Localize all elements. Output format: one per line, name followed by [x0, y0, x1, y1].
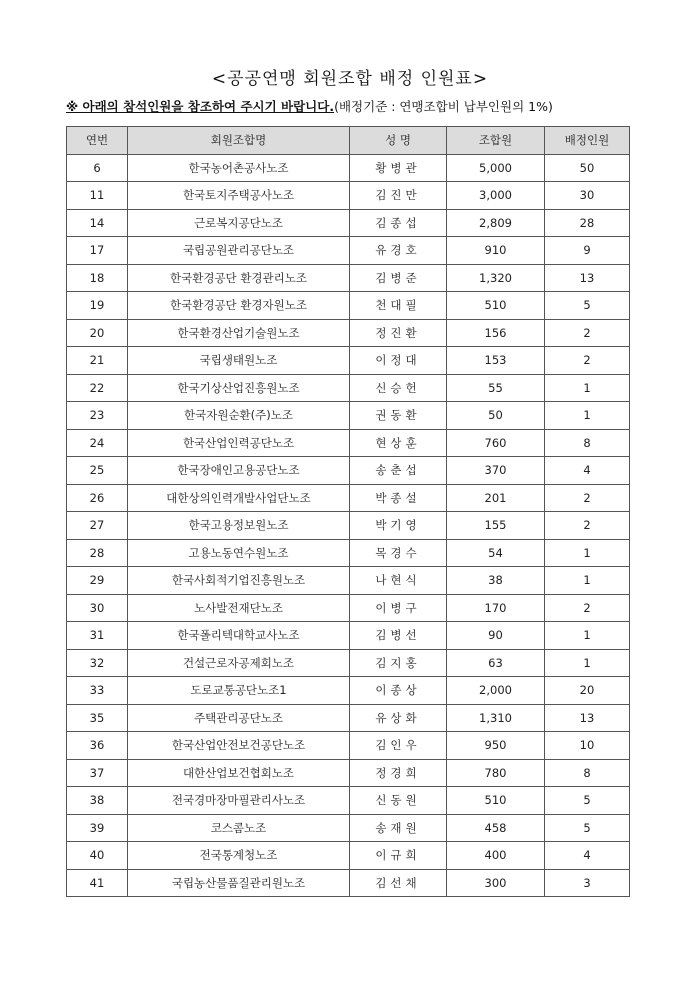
- table-row: [67, 539, 630, 567]
- cell-allocated: 1: [545, 649, 630, 677]
- table-row: [67, 484, 630, 512]
- cell-person-name: 김선채: [350, 869, 447, 897]
- cell-union-name: 한국환경산업기술원노조: [128, 319, 350, 347]
- cell-union-name: 고용노동연수원노조: [128, 539, 350, 567]
- cell-allocated: 4: [545, 842, 630, 870]
- cell-serial: 14: [67, 209, 128, 237]
- cell-members: 3,000: [447, 182, 545, 210]
- table-row: [67, 347, 630, 375]
- table-row: [67, 209, 630, 237]
- table-row: [67, 622, 630, 650]
- cell-person-name: 박기영: [350, 512, 447, 540]
- cell-serial: 22: [67, 374, 128, 402]
- cell-union-name: 주택관리공단노조: [128, 704, 350, 732]
- cell-serial: 29: [67, 567, 128, 595]
- cell-allocated: 13: [545, 704, 630, 732]
- cell-members: 153: [447, 347, 545, 375]
- cell-person-name: 이규희: [350, 842, 447, 870]
- cell-allocated: 2: [545, 319, 630, 347]
- cell-allocated: 9: [545, 237, 630, 265]
- cell-person-name: 나현식: [350, 567, 447, 595]
- cell-person-name: 김종섭: [350, 209, 447, 237]
- cell-union-name: 한국장애인고용공단노조: [128, 457, 350, 485]
- table-row: [67, 787, 630, 815]
- table-row: [67, 429, 630, 457]
- cell-person-name: 목경수: [350, 539, 447, 567]
- cell-members: 156: [447, 319, 545, 347]
- table-row: [67, 814, 630, 842]
- cell-allocated: 1: [545, 402, 630, 430]
- allocation-table: [66, 126, 630, 897]
- cell-members: 760: [447, 429, 545, 457]
- cell-allocated: 8: [545, 429, 630, 457]
- cell-union-name: 한국산업인력공단노조: [128, 429, 350, 457]
- cell-serial: 41: [67, 869, 128, 897]
- cell-union-name: 한국산업안전보건공단노조: [128, 732, 350, 760]
- cell-allocated: 5: [545, 292, 630, 320]
- table-row: [67, 182, 630, 210]
- cell-members: 458: [447, 814, 545, 842]
- cell-serial: 27: [67, 512, 128, 540]
- table-row: [67, 154, 630, 182]
- cell-serial: 28: [67, 539, 128, 567]
- cell-allocated: 5: [545, 814, 630, 842]
- cell-union-name: 한국환경공단 환경관리노조: [128, 264, 350, 292]
- table-row: [67, 264, 630, 292]
- cell-person-name: 송재원: [350, 814, 447, 842]
- cell-person-name: 박종설: [350, 484, 447, 512]
- cell-members: 910: [447, 237, 545, 265]
- table-row: [67, 457, 630, 485]
- cell-serial: 40: [67, 842, 128, 870]
- cell-union-name: 근로복지공단노조: [128, 209, 350, 237]
- cell-union-name: 국립농산물품질관리원노조: [128, 869, 350, 897]
- header-members: 조합원: [447, 127, 545, 155]
- cell-members: 155: [447, 512, 545, 540]
- cell-serial: 36: [67, 732, 128, 760]
- header-allocated: 배정인원: [545, 127, 630, 155]
- cell-person-name: 유상화: [350, 704, 447, 732]
- notice-line: [66, 97, 553, 115]
- notice-underlined: ※ 아래의 참석인원을 참조하여 주시기 바랍니다.: [66, 99, 335, 114]
- cell-union-name: 노사발전재단노조: [128, 594, 350, 622]
- cell-serial: 26: [67, 484, 128, 512]
- cell-allocated: 1: [545, 622, 630, 650]
- cell-person-name: 현상훈: [350, 429, 447, 457]
- cell-serial: 25: [67, 457, 128, 485]
- cell-serial: 23: [67, 402, 128, 430]
- table-row: [67, 677, 630, 705]
- cell-members: 510: [447, 292, 545, 320]
- cell-members: 780: [447, 759, 545, 787]
- cell-union-name: 한국토지주택공사노조: [128, 182, 350, 210]
- table-row: [67, 319, 630, 347]
- cell-person-name: 김인우: [350, 732, 447, 760]
- cell-allocated: 3: [545, 869, 630, 897]
- cell-members: 55: [447, 374, 545, 402]
- cell-union-name: 한국자원순환(주)노조: [128, 402, 350, 430]
- cell-serial: 32: [67, 649, 128, 677]
- cell-members: 1,310: [447, 704, 545, 732]
- notice-criteria: (배정기준 : 연맹조합비 납부인원의 1%): [334, 99, 553, 114]
- cell-union-name: 대한산업보건협회노조: [128, 759, 350, 787]
- cell-members: 370: [447, 457, 545, 485]
- table-row: [67, 567, 630, 595]
- cell-person-name: 유경호: [350, 237, 447, 265]
- cell-members: 400: [447, 842, 545, 870]
- header-union-name: 회원조합명: [128, 127, 350, 155]
- cell-allocated: 1: [545, 374, 630, 402]
- cell-allocated: 2: [545, 512, 630, 540]
- cell-members: 300: [447, 869, 545, 897]
- cell-union-name: 대한상의인력개발사업단노조: [128, 484, 350, 512]
- table-header-row: [67, 127, 630, 155]
- cell-union-name: 한국기상산업진흥원노조: [128, 374, 350, 402]
- cell-person-name: 정경희: [350, 759, 447, 787]
- cell-person-name: 김지홍: [350, 649, 447, 677]
- cell-union-name: 도로교통공단노조1: [128, 677, 350, 705]
- table-row: [67, 237, 630, 265]
- cell-person-name: 황병관: [350, 154, 447, 182]
- cell-allocated: 1: [545, 567, 630, 595]
- table-row: [67, 292, 630, 320]
- cell-allocated: 8: [545, 759, 630, 787]
- cell-members: 54: [447, 539, 545, 567]
- cell-serial: 11: [67, 182, 128, 210]
- cell-members: 2,809: [447, 209, 545, 237]
- table-row: [67, 704, 630, 732]
- cell-members: 950: [447, 732, 545, 760]
- table-row: [67, 512, 630, 540]
- cell-union-name: 한국환경공단 환경자원노조: [128, 292, 350, 320]
- cell-person-name: 신동원: [350, 787, 447, 815]
- cell-union-name: 한국폴리텍대학교사노조: [128, 622, 350, 650]
- cell-serial: 39: [67, 814, 128, 842]
- cell-serial: 20: [67, 319, 128, 347]
- cell-members: 38: [447, 567, 545, 595]
- cell-members: 201: [447, 484, 545, 512]
- cell-serial: 38: [67, 787, 128, 815]
- cell-allocated: 28: [545, 209, 630, 237]
- cell-person-name: 천대필: [350, 292, 447, 320]
- cell-person-name: 김병선: [350, 622, 447, 650]
- cell-allocated: 2: [545, 484, 630, 512]
- header-person-name: 성 명: [350, 127, 447, 155]
- cell-union-name: 코스콤노조: [128, 814, 350, 842]
- cell-person-name: 김진만: [350, 182, 447, 210]
- cell-union-name: 한국고용정보원노조: [128, 512, 350, 540]
- cell-members: 170: [447, 594, 545, 622]
- table-row: [67, 374, 630, 402]
- cell-person-name: 권동환: [350, 402, 447, 430]
- cell-members: 63: [447, 649, 545, 677]
- table-row: [67, 869, 630, 897]
- cell-serial: 30: [67, 594, 128, 622]
- table-row: [67, 842, 630, 870]
- cell-union-name: 건설근로자공제회노조: [128, 649, 350, 677]
- cell-allocated: 2: [545, 594, 630, 622]
- cell-allocated: 13: [545, 264, 630, 292]
- cell-allocated: 50: [545, 154, 630, 182]
- cell-person-name: 정진환: [350, 319, 447, 347]
- table-row: [67, 594, 630, 622]
- table-row: [67, 759, 630, 787]
- cell-allocated: 1: [545, 539, 630, 567]
- cell-serial: 33: [67, 677, 128, 705]
- cell-union-name: 국립공원관리공단노조: [128, 237, 350, 265]
- cell-person-name: 신승헌: [350, 374, 447, 402]
- cell-members: 5,000: [447, 154, 545, 182]
- cell-serial: 18: [67, 264, 128, 292]
- cell-serial: 17: [67, 237, 128, 265]
- cell-members: 2,000: [447, 677, 545, 705]
- cell-union-name: 한국사회적기업진흥원노조: [128, 567, 350, 595]
- cell-union-name: 전국경마장마필관리사노조: [128, 787, 350, 815]
- table-row: [67, 649, 630, 677]
- cell-serial: 31: [67, 622, 128, 650]
- cell-serial: 37: [67, 759, 128, 787]
- cell-union-name: 국립생태원노조: [128, 347, 350, 375]
- table-row: [67, 732, 630, 760]
- page-title: <공공연맹 회원조합 배정 인원표>: [211, 69, 489, 89]
- table-row: [67, 402, 630, 430]
- cell-serial: 35: [67, 704, 128, 732]
- cell-members: 1,320: [447, 264, 545, 292]
- cell-members: 510: [447, 787, 545, 815]
- cell-serial: 6: [67, 154, 128, 182]
- cell-allocated: 2: [545, 347, 630, 375]
- cell-allocated: 20: [545, 677, 630, 705]
- cell-allocated: 5: [545, 787, 630, 815]
- cell-serial: 24: [67, 429, 128, 457]
- cell-allocated: 4: [545, 457, 630, 485]
- header-serial: 연번: [67, 127, 128, 155]
- cell-person-name: 송춘섭: [350, 457, 447, 485]
- cell-person-name: 김병준: [350, 264, 447, 292]
- cell-serial: 19: [67, 292, 128, 320]
- cell-person-name: 이정대: [350, 347, 447, 375]
- cell-members: 90: [447, 622, 545, 650]
- cell-union-name: 전국통계청노조: [128, 842, 350, 870]
- cell-allocated: 10: [545, 732, 630, 760]
- cell-serial: 21: [67, 347, 128, 375]
- cell-allocated: 30: [545, 182, 630, 210]
- cell-person-name: 이병구: [350, 594, 447, 622]
- cell-members: 50: [447, 402, 545, 430]
- cell-person-name: 이종상: [350, 677, 447, 705]
- cell-union-name: 한국농어촌공사노조: [128, 154, 350, 182]
